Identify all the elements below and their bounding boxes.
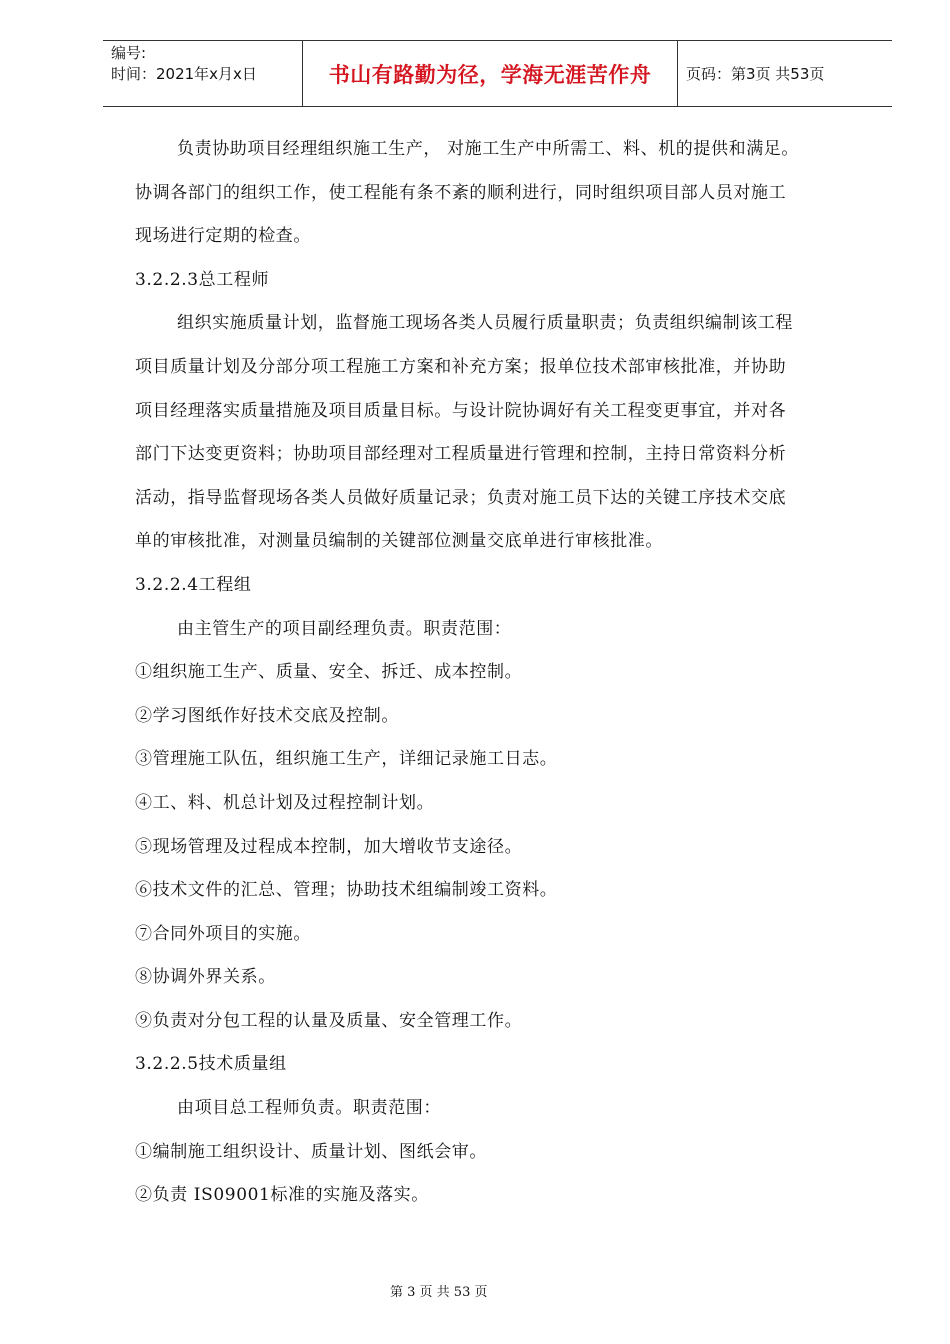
paragraph: ⑦合同外项目的实施。	[135, 923, 311, 944]
paragraph: 部门下达变更资料；协助项目部经理对工程质量进行管理和控制，主持日常资料分析	[135, 444, 787, 465]
paragraph: ⑧协调外界关系。	[135, 967, 276, 988]
paragraph: 项目质量计划及分部分项工程施工方案和补充方案；报单位技术部审核批准，并协助	[135, 356, 787, 377]
paragraph: ③管理施工队伍，组织施工生产，详细记录施工日志。	[135, 749, 558, 770]
page-header	[103, 40, 892, 107]
paragraph: 负责协助项目经理组织施工生产， 对施工生产中所需工、料、机的提供和满足。	[177, 139, 800, 159]
date-label: 时间：2021年x月x日	[111, 65, 257, 83]
page-footer: 第 3 页 共 53 页	[390, 1285, 488, 1300]
paragraph: 3.2.2.4工程组	[135, 574, 252, 595]
paragraph: 3.2.2.3总工程师	[135, 269, 270, 290]
paragraph: 活动，指导监督现场各类人员做好质量记录；负责对施工员下达的关键工序技术交底	[135, 487, 787, 508]
paragraph: ①组织施工生产、质量、安全、拆迁、成本控制。	[135, 662, 523, 683]
header-motto: 书山有路勤为径，学海无涯苦作舟	[303, 41, 678, 106]
paragraph: ①编制施工组织设计、质量计划、图纸会审。	[135, 1141, 487, 1162]
paragraph: ⑥技术文件的汇总、管理；协助技术组编制竣工资料。	[135, 880, 558, 901]
paragraph: 项目经理落实质量措施及项目质量目标。与设计院协调好有关工程变更事宜，并对各	[135, 400, 787, 421]
paragraph: 单的审核批准，对测量员编制的关键部位测量交底单进行审核批准。	[135, 531, 663, 552]
paragraph: 3.2.2.5技术质量组	[135, 1054, 287, 1075]
paragraph: 协调各部门的组织工作，使工程能有条不紊的顺利进行，同时组织项目部人员对施工	[135, 182, 787, 203]
header-page-info: 页码：第3页 共53页	[686, 65, 825, 83]
paragraph: 由项目总工程师负责。职责范围：	[177, 1098, 441, 1119]
paragraph: ⑤现场管理及过程成本控制，加大增收节支途径。	[135, 836, 523, 857]
paragraph: ④工、料、机总计划及过程控制计划。	[135, 792, 435, 813]
number-label: 编号:	[111, 44, 147, 62]
paragraph: 由主管生产的项目副经理负责。职责范围：	[177, 618, 512, 639]
paragraph: ②负责 IS09001标准的实施及落实。	[135, 1185, 429, 1206]
header-meta	[103, 41, 303, 106]
paragraph: ②学习图纸作好技术交底及控制。	[135, 705, 399, 726]
paragraph: 组织实施质量计划，监督施工现场各类人员履行质量职责；负责组织编制该工程	[177, 313, 793, 334]
document-body	[135, 128, 875, 1218]
paragraph: ⑨负责对分包工程的认量及质量、安全管理工作。	[135, 1010, 523, 1031]
paragraph: 现场进行定期的检查。	[135, 226, 311, 247]
